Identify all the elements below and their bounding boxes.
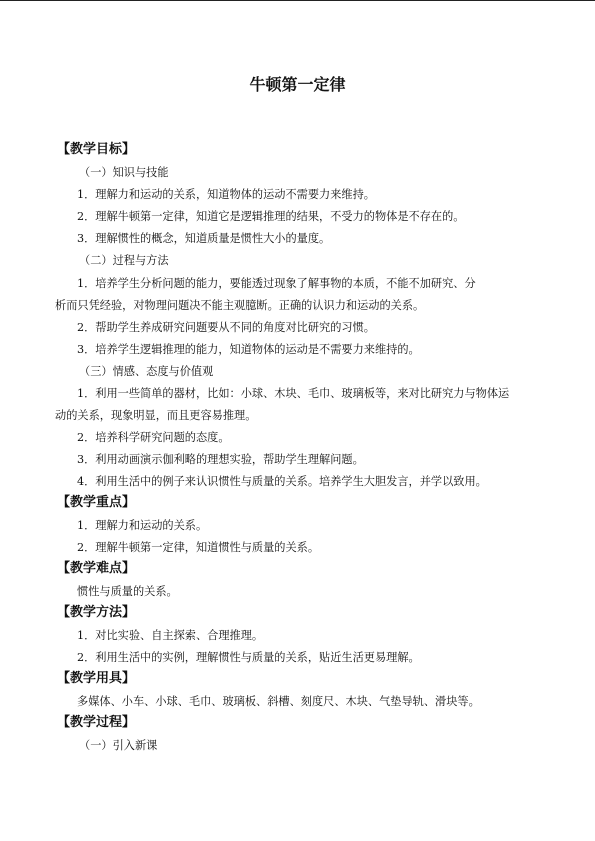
list-item: 1．理解力和运动的关系，知道物体的运动不需要力来维持。 <box>77 188 375 201</box>
paragraph: 惯性与质量的关系。 <box>77 585 178 598</box>
section-heading-key-points: 【教学重点】 <box>57 495 136 510</box>
subheading-values: （三）情感、态度与价值观 <box>79 365 214 378</box>
section-heading-tools: 【教学用具】 <box>57 671 136 686</box>
list-item-continuation: 析而只凭经验，对物理问题决不能主观臆断。正确的认识力和运动的关系。 <box>55 299 425 312</box>
subheading-intro: （一）引入新课 <box>79 739 158 752</box>
page-title: 牛顿第一定律 <box>249 75 346 94</box>
list-item: 2．培养科学研究问题的态度。 <box>77 431 230 444</box>
list-item: 2．理解牛顿第一定律，知道惯性与质量的关系。 <box>77 541 320 554</box>
list-item: 1．培养学生分析问题的能力，要能透过现象了解事物的本质，不能不加研究、分 <box>77 277 476 290</box>
list-item: 2．理解牛顿第一定律，知道它是逻辑推理的结果，不受力的物体是不存在的。 <box>77 210 465 223</box>
list-item: 1．理解力和运动的关系。 <box>77 519 208 532</box>
section-heading-goals: 【教学目标】 <box>57 142 136 157</box>
list-item: 4．利用生活中的例子来认识惯性与质量的关系。培养学生大胆发言，并学以致用。 <box>77 475 487 488</box>
section-heading-difficulties: 【教学难点】 <box>57 561 136 576</box>
list-item: 2．利用生活中的实例，理解惯性与质量的关系，贴近生活更易理解。 <box>77 651 420 664</box>
list-item: 1．利用一些简单的器材，比如：小球、木块、毛巾、玻璃板等，来对比研究力与物体运 <box>77 387 510 400</box>
section-heading-process: 【教学过程】 <box>57 715 136 730</box>
paragraph: 多媒体、小车、小球、毛巾、玻璃板、斜槽、刻度尺、木块、气垫导轨、滑块等。 <box>77 695 480 708</box>
list-item: 3．理解惯性的概念，知道质量是惯性大小的量度。 <box>77 232 331 245</box>
subheading-process-method: （二）过程与方法 <box>79 254 169 267</box>
list-item: 3．利用动画演示伽利略的理想实验，帮助学生理解问题。 <box>77 453 364 466</box>
list-item: 1．对比实验、自主探索、合理推理。 <box>77 629 264 642</box>
header-rule <box>0 0 595 1</box>
list-item: 3．培养学生逻辑推理的能力，知道物体的运动是不需要力来维持的。 <box>77 343 420 356</box>
section-heading-methods: 【教学方法】 <box>57 605 136 620</box>
list-item-continuation: 动的关系，现象明显，而且更容易推理。 <box>55 409 257 422</box>
subheading-knowledge-skills: （一）知识与技能 <box>79 166 169 179</box>
list-item: 2．帮助学生养成研究问题要从不同的角度对比研究的习惯。 <box>77 321 375 334</box>
